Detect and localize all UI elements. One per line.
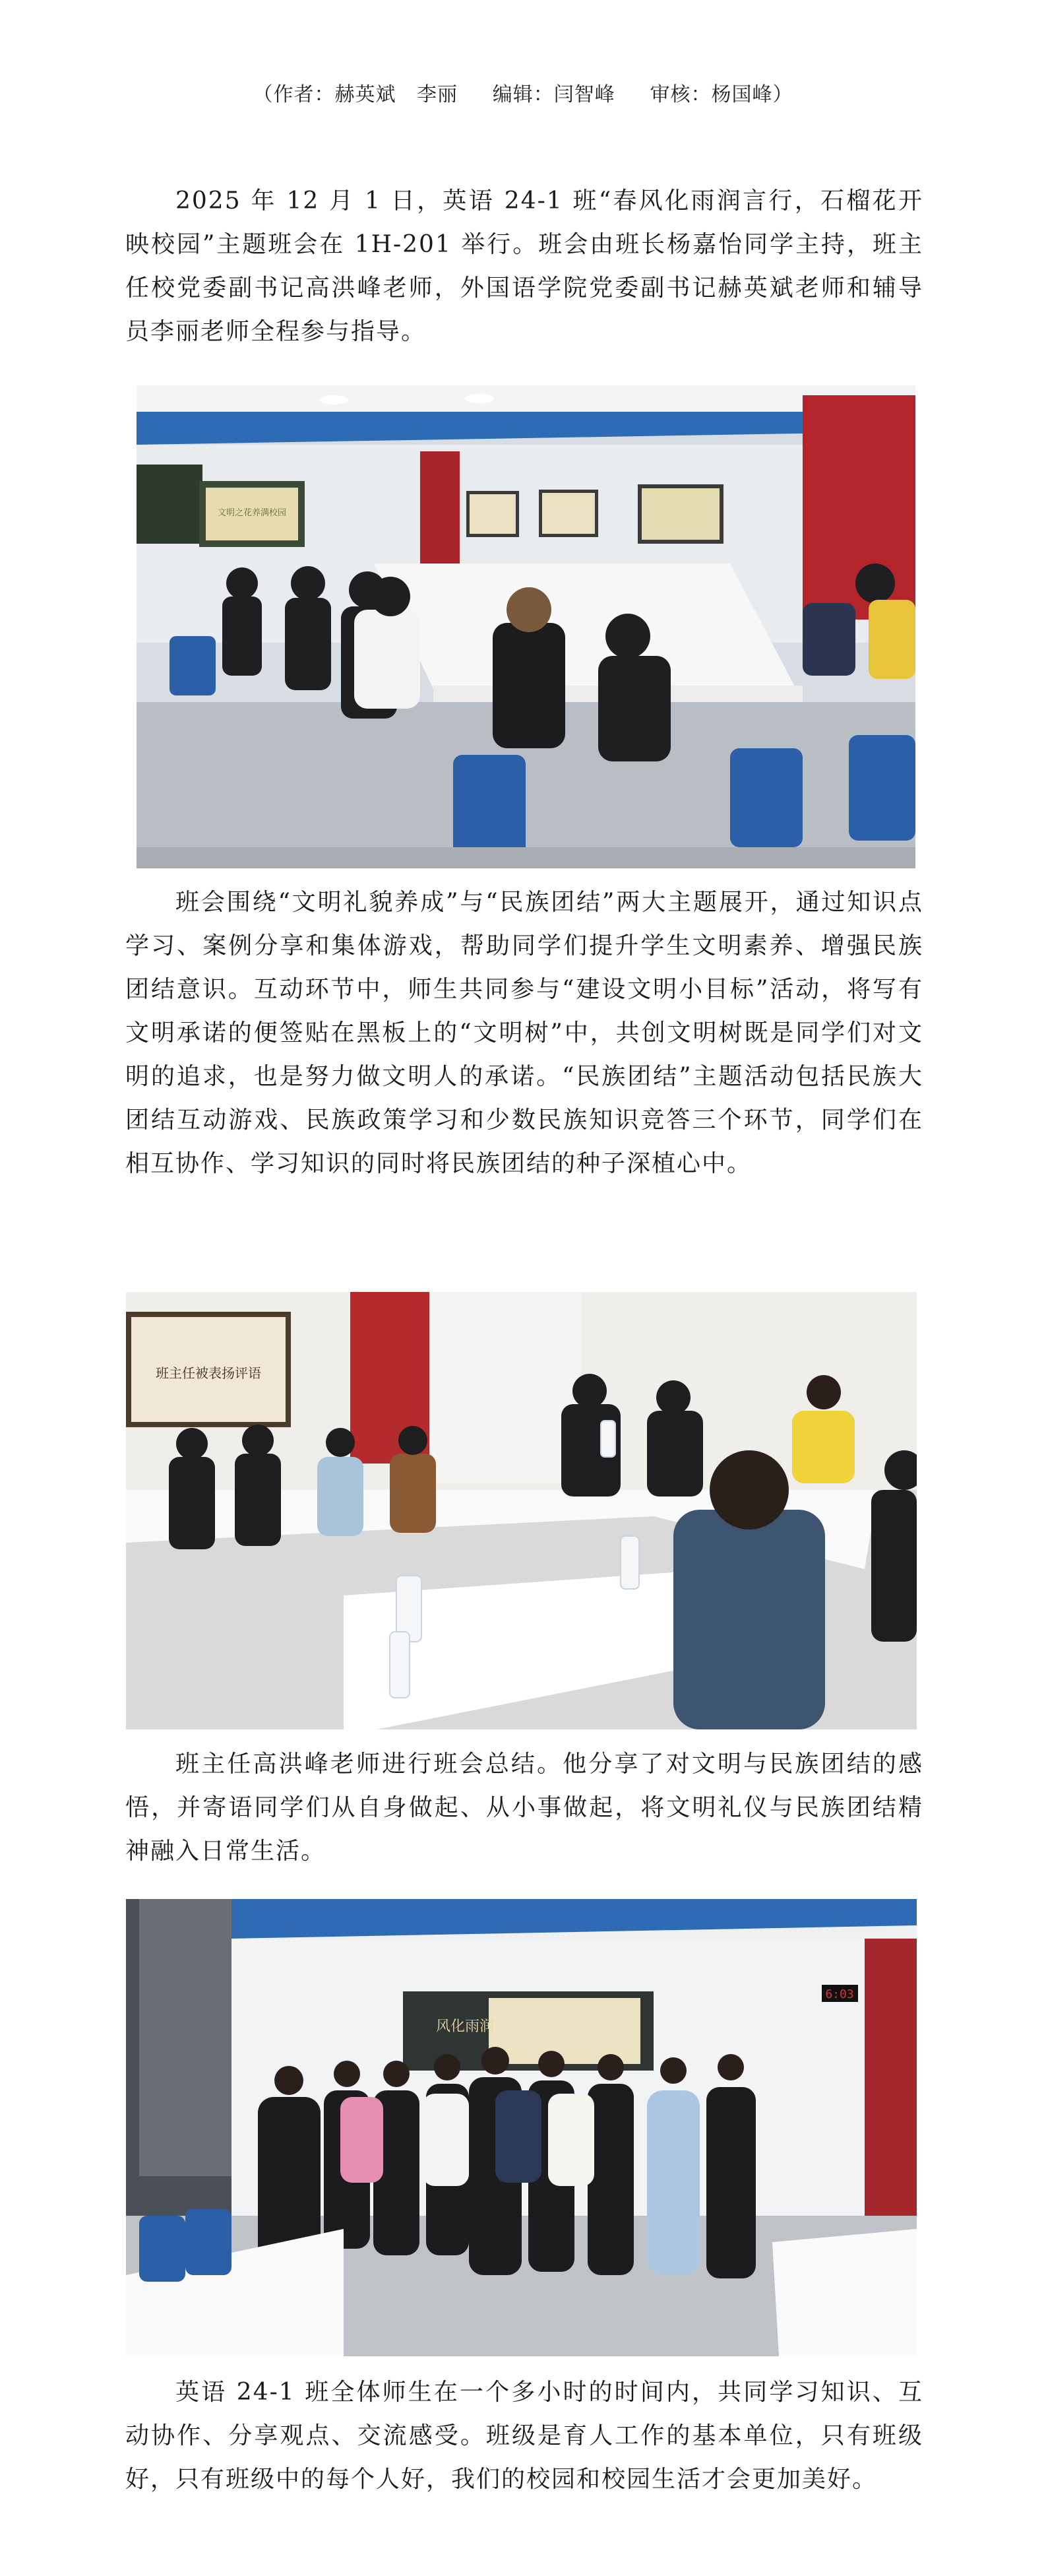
paragraph-intro: 2025 年 12 月 1 日，英语 24-1 班“春风化雨润言行，石榴花开映校园”主题班会在 1H-201 举行。班会由班长杨嘉怡同学主持，班主任校党委副书记高洪峰老师，外国语学院党委副书记赫英斌老师和辅导员李丽老师全程参与指导。 [125, 187, 923, 345]
paragraph-activities: 班会围绕“文明礼貌养成”与“民族团结”两大主题展开，通过知识点学习、案例分享和集体游戏，帮助同学们提升学生文明素养、增强民族团结意识。互动环节中，师生共同参与“建设文明小目标”活动，将写有文明承诺的便签贴在黑板上的“文明树”中，共创文明树既是同学们对文明的追求，也是努力做文明人的承诺。“民族团结”主题活动包括民族大团结互动游戏、民族政策学习和少数民族知识竞答三个环节，同学们在相互协作、学习知识的同时将民族团结的种子深植心中。 [125, 889, 923, 1177]
photo-classroom-meeting [137, 385, 915, 868]
photo-group-portrait [126, 1899, 917, 2356]
screen-title-text: 文明之花养满校园 [217, 507, 287, 517]
screen-title-text: 风化雨润 [436, 2018, 495, 2034]
paragraph-closing: 英语 24-1 班全体师生在一个多小时的时间内，共同学习知识、互动协作、分享观点、交流感受。班级是育人工作的基本单位，只有班级好，只有班级中的每个人好，我们的校园和校园生活才会更加美好。 [125, 2379, 923, 2493]
digital-clock: 6:03 [825, 1987, 854, 2001]
byline: （作者：赫英斌 李丽 编辑：闫智峰 审核：杨国峰） [253, 83, 793, 106]
paragraph-summary: 班主任高洪峰老师进行班会总结。他分享了对文明与民族团结的感悟，并寄语同学们从自身做起、从小事做起，将文明礼仪与民族团结精神融入日常生活。 [125, 1751, 923, 1865]
screen-title-text: 班主任被表扬评语 [156, 1367, 261, 1381]
photo-group-discussion [126, 1292, 917, 1729]
